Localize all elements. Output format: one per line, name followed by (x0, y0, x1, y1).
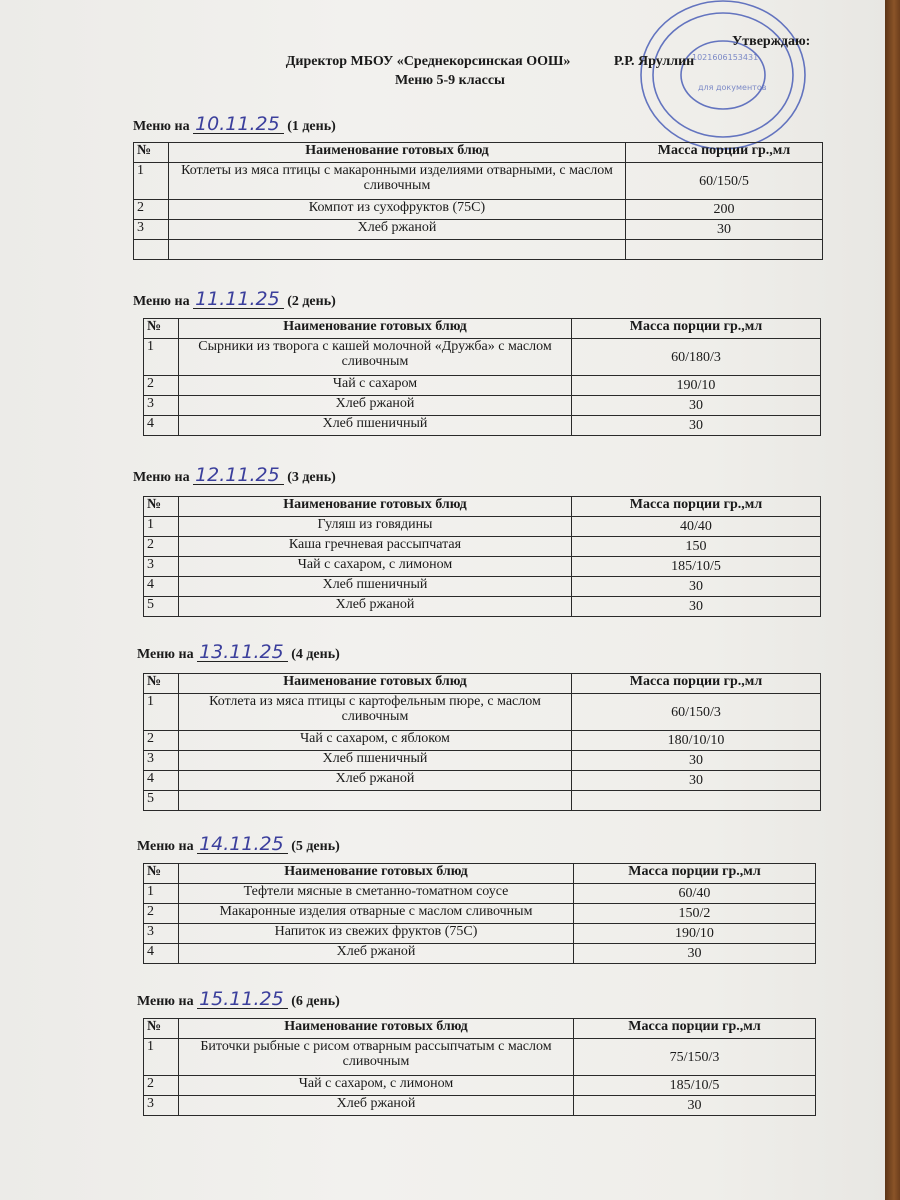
table-row (134, 240, 823, 260)
row-number: 5 (144, 791, 179, 811)
row-number: 4 (144, 944, 179, 964)
table-row (144, 944, 816, 964)
table-row (144, 416, 821, 436)
day-title-1 (133, 115, 336, 135)
handwritten-date: 14.11.25 (197, 835, 288, 854)
dish-name: Хлеб ржаной (179, 944, 574, 964)
portion-mass: 185/10/5 (572, 557, 821, 577)
dish-name: Биточки рыбные с рисом отварным рассыпчатым с маслом сливочным (179, 1039, 574, 1076)
dish-name: Чай с сахаром, с лимоном (179, 557, 572, 577)
row-number: 2 (144, 376, 179, 396)
dish-name: Хлеб пшеничный (179, 577, 572, 597)
day-title-2 (133, 290, 336, 310)
dish-name: Напиток из свежих фруктов (75С) (179, 924, 574, 944)
row-number: 3 (144, 396, 179, 416)
row-number: 4 (144, 771, 179, 791)
table-row (144, 396, 821, 416)
row-number: 4 (144, 416, 179, 436)
portion-mass: 30 (572, 751, 821, 771)
table-row (144, 791, 821, 811)
day-title-suffix: (6 день) (287, 994, 340, 1009)
handwritten-date: 10.11.25 (193, 115, 284, 134)
dish-name: Хлеб ржаной (179, 1096, 574, 1116)
director-title: Директор МБОУ «Среднекорсинская ООШ» (285, 54, 571, 69)
table-row (134, 220, 823, 240)
row-number: 3 (144, 924, 179, 944)
day-title-prefix: Меню на (137, 994, 198, 1009)
menu-table-day-1 (133, 142, 823, 260)
table-row (144, 537, 821, 557)
table-row (144, 771, 821, 791)
dish-name: Чай с сахаром, с лимоном (179, 1076, 574, 1096)
day-title-prefix: Меню на (133, 119, 194, 134)
table-row (144, 751, 821, 771)
portion-mass: 150 (572, 537, 821, 557)
column-header-num: № (144, 497, 179, 517)
menu-table-day-4 (143, 673, 821, 811)
dish-name (169, 240, 626, 260)
table-row (144, 1039, 816, 1076)
portion-mass: 30 (572, 771, 821, 791)
dish-name: Хлеб ржаной (179, 597, 572, 617)
dish-name: Хлеб ржаной (179, 771, 572, 791)
portion-mass: 30 (572, 396, 821, 416)
portion-mass: 60/180/3 (572, 339, 821, 376)
row-number (134, 240, 169, 260)
portion-mass: 190/10 (574, 924, 816, 944)
table-row (144, 694, 821, 731)
portion-mass: 75/150/3 (574, 1039, 816, 1076)
dish-name: Чай с сахаром, с яблоком (179, 731, 572, 751)
table-header-row (144, 497, 821, 517)
row-number: 3 (144, 751, 179, 771)
table-row (144, 1076, 816, 1096)
handwritten-date: 12.11.25 (193, 466, 284, 485)
table-row (144, 339, 821, 376)
dish-name: Котлеты из мяса птицы с макаронными изделиями отварными, с маслом сливочным (169, 163, 626, 200)
row-number: 2 (144, 1076, 179, 1096)
column-header-name: Наименование готовых блюд (179, 674, 572, 694)
table-row (144, 557, 821, 577)
table-row (134, 200, 823, 220)
dish-name: Котлета из мяса птицы с картофельным пюре, с маслом сливочным (179, 694, 572, 731)
table-header-row (134, 143, 823, 163)
menu-table-day-3 (143, 496, 821, 617)
portion-mass: 60/40 (574, 884, 816, 904)
row-number: 3 (144, 1096, 179, 1116)
menu-subtitle: Меню 5-9 классы (395, 73, 505, 88)
menu-table-day-6 (143, 1018, 816, 1116)
column-header-num: № (144, 319, 179, 339)
table-row (144, 577, 821, 597)
day-title-suffix: (5 день) (287, 839, 340, 854)
table-row (144, 597, 821, 617)
table-row (144, 924, 816, 944)
table-row (134, 163, 823, 200)
day-title-6 (137, 990, 340, 1010)
column-header-num: № (144, 864, 179, 884)
column-header-mass: Масса порции гр.,мл (572, 497, 821, 517)
dish-name: Хлеб пшеничный (179, 416, 572, 436)
handwritten-date: 11.11.25 (193, 290, 284, 309)
day-title-prefix: Меню на (133, 470, 194, 485)
portion-mass: 30 (572, 597, 821, 617)
row-number: 2 (144, 904, 179, 924)
day-title-prefix: Меню на (133, 294, 194, 309)
dish-name: Макаронные изделия отварные с маслом сливочным (179, 904, 574, 924)
portion-mass: 30 (572, 577, 821, 597)
column-header-mass: Масса порции гр.,мл (572, 319, 821, 339)
portion-mass: 30 (574, 1096, 816, 1116)
approve-label: Утверждаю: (732, 34, 811, 49)
day-title-4 (137, 643, 340, 663)
portion-mass: 60/150/5 (626, 163, 823, 200)
column-header-name: Наименование готовых блюд (179, 864, 574, 884)
column-header-num: № (144, 1019, 179, 1039)
day-title-prefix: Меню на (137, 839, 198, 854)
dish-name: Хлеб ржаной (169, 220, 626, 240)
row-number: 5 (144, 597, 179, 617)
column-header-name: Наименование готовых блюд (179, 1019, 574, 1039)
row-number: 1 (144, 517, 179, 537)
column-header-name: Наименование готовых блюд (179, 497, 572, 517)
table-row (144, 884, 816, 904)
portion-mass (626, 240, 823, 260)
portion-mass: 40/40 (572, 517, 821, 537)
dish-name: Компот из сухофруктов (75С) (169, 200, 626, 220)
column-header-num: № (134, 143, 169, 163)
stamp-inner: для документов (698, 83, 767, 92)
handwritten-date: 13.11.25 (197, 643, 288, 662)
row-number: 1 (144, 884, 179, 904)
table-row (144, 904, 816, 924)
day-title-suffix: (4 день) (287, 647, 340, 662)
dish-name: Сырники из творога с кашей молочной «Дружба» с маслом сливочным (179, 339, 572, 376)
portion-mass: 30 (626, 220, 823, 240)
day-title-suffix: (2 день) (283, 294, 336, 309)
portion-mass: 190/10 (572, 376, 821, 396)
table-row (144, 1096, 816, 1116)
table-header-row (144, 864, 816, 884)
row-number: 4 (144, 577, 179, 597)
table-header-row (144, 674, 821, 694)
column-header-num: № (144, 674, 179, 694)
row-number: 2 (144, 731, 179, 751)
dish-name: Хлеб ржаной (179, 396, 572, 416)
portion-mass (572, 791, 821, 811)
day-title-3 (133, 466, 336, 486)
table-row (144, 376, 821, 396)
row-number: 1 (144, 339, 179, 376)
column-header-name: Наименование готовых блюд (179, 319, 572, 339)
desk-edge (885, 0, 900, 1200)
portion-mass: 180/10/10 (572, 731, 821, 751)
portion-mass: 185/10/5 (574, 1076, 816, 1096)
table-row (144, 731, 821, 751)
row-number: 1 (144, 694, 179, 731)
portion-mass: 150/2 (574, 904, 816, 924)
dish-name: Хлеб пшеничный (179, 751, 572, 771)
row-number: 1 (134, 163, 169, 200)
table-row (144, 517, 821, 537)
row-number: 3 (134, 220, 169, 240)
column-header-mass: Масса порции гр.,мл (574, 864, 816, 884)
director-line (0, 54, 900, 70)
dish-name: Каша гречневая рассыпчатая (179, 537, 572, 557)
row-number: 2 (144, 537, 179, 557)
column-header-mass: Масса порции гр.,мл (626, 143, 823, 163)
dish-name: Тефтели мясные в сметанно-томатном соусе (179, 884, 574, 904)
day-title-suffix: (1 день) (283, 119, 336, 134)
table-header-row (144, 319, 821, 339)
menu-table-day-5 (143, 863, 816, 964)
day-title-5 (137, 835, 340, 855)
director-signature: Р.Р. Яруллин (613, 54, 695, 69)
portion-mass: 200 (626, 200, 823, 220)
column-header-mass: Масса порции гр.,мл (572, 674, 821, 694)
handwritten-date: 15.11.25 (197, 990, 288, 1009)
stamp-code: 1021606153431 (692, 53, 759, 62)
column-header-mass: Масса порции гр.,мл (574, 1019, 816, 1039)
dish-name: Гуляш из говядины (179, 517, 572, 537)
table-header-row (144, 1019, 816, 1039)
day-title-suffix: (3 день) (283, 470, 336, 485)
row-number: 1 (144, 1039, 179, 1076)
dish-name (179, 791, 572, 811)
row-number: 3 (144, 557, 179, 577)
portion-mass: 30 (572, 416, 821, 436)
row-number: 2 (134, 200, 169, 220)
day-title-prefix: Меню на (137, 647, 198, 662)
portion-mass: 60/150/3 (572, 694, 821, 731)
menu-table-day-2 (143, 318, 821, 436)
portion-mass: 30 (574, 944, 816, 964)
dish-name: Чай с сахаром (179, 376, 572, 396)
column-header-name: Наименование готовых блюд (169, 143, 626, 163)
